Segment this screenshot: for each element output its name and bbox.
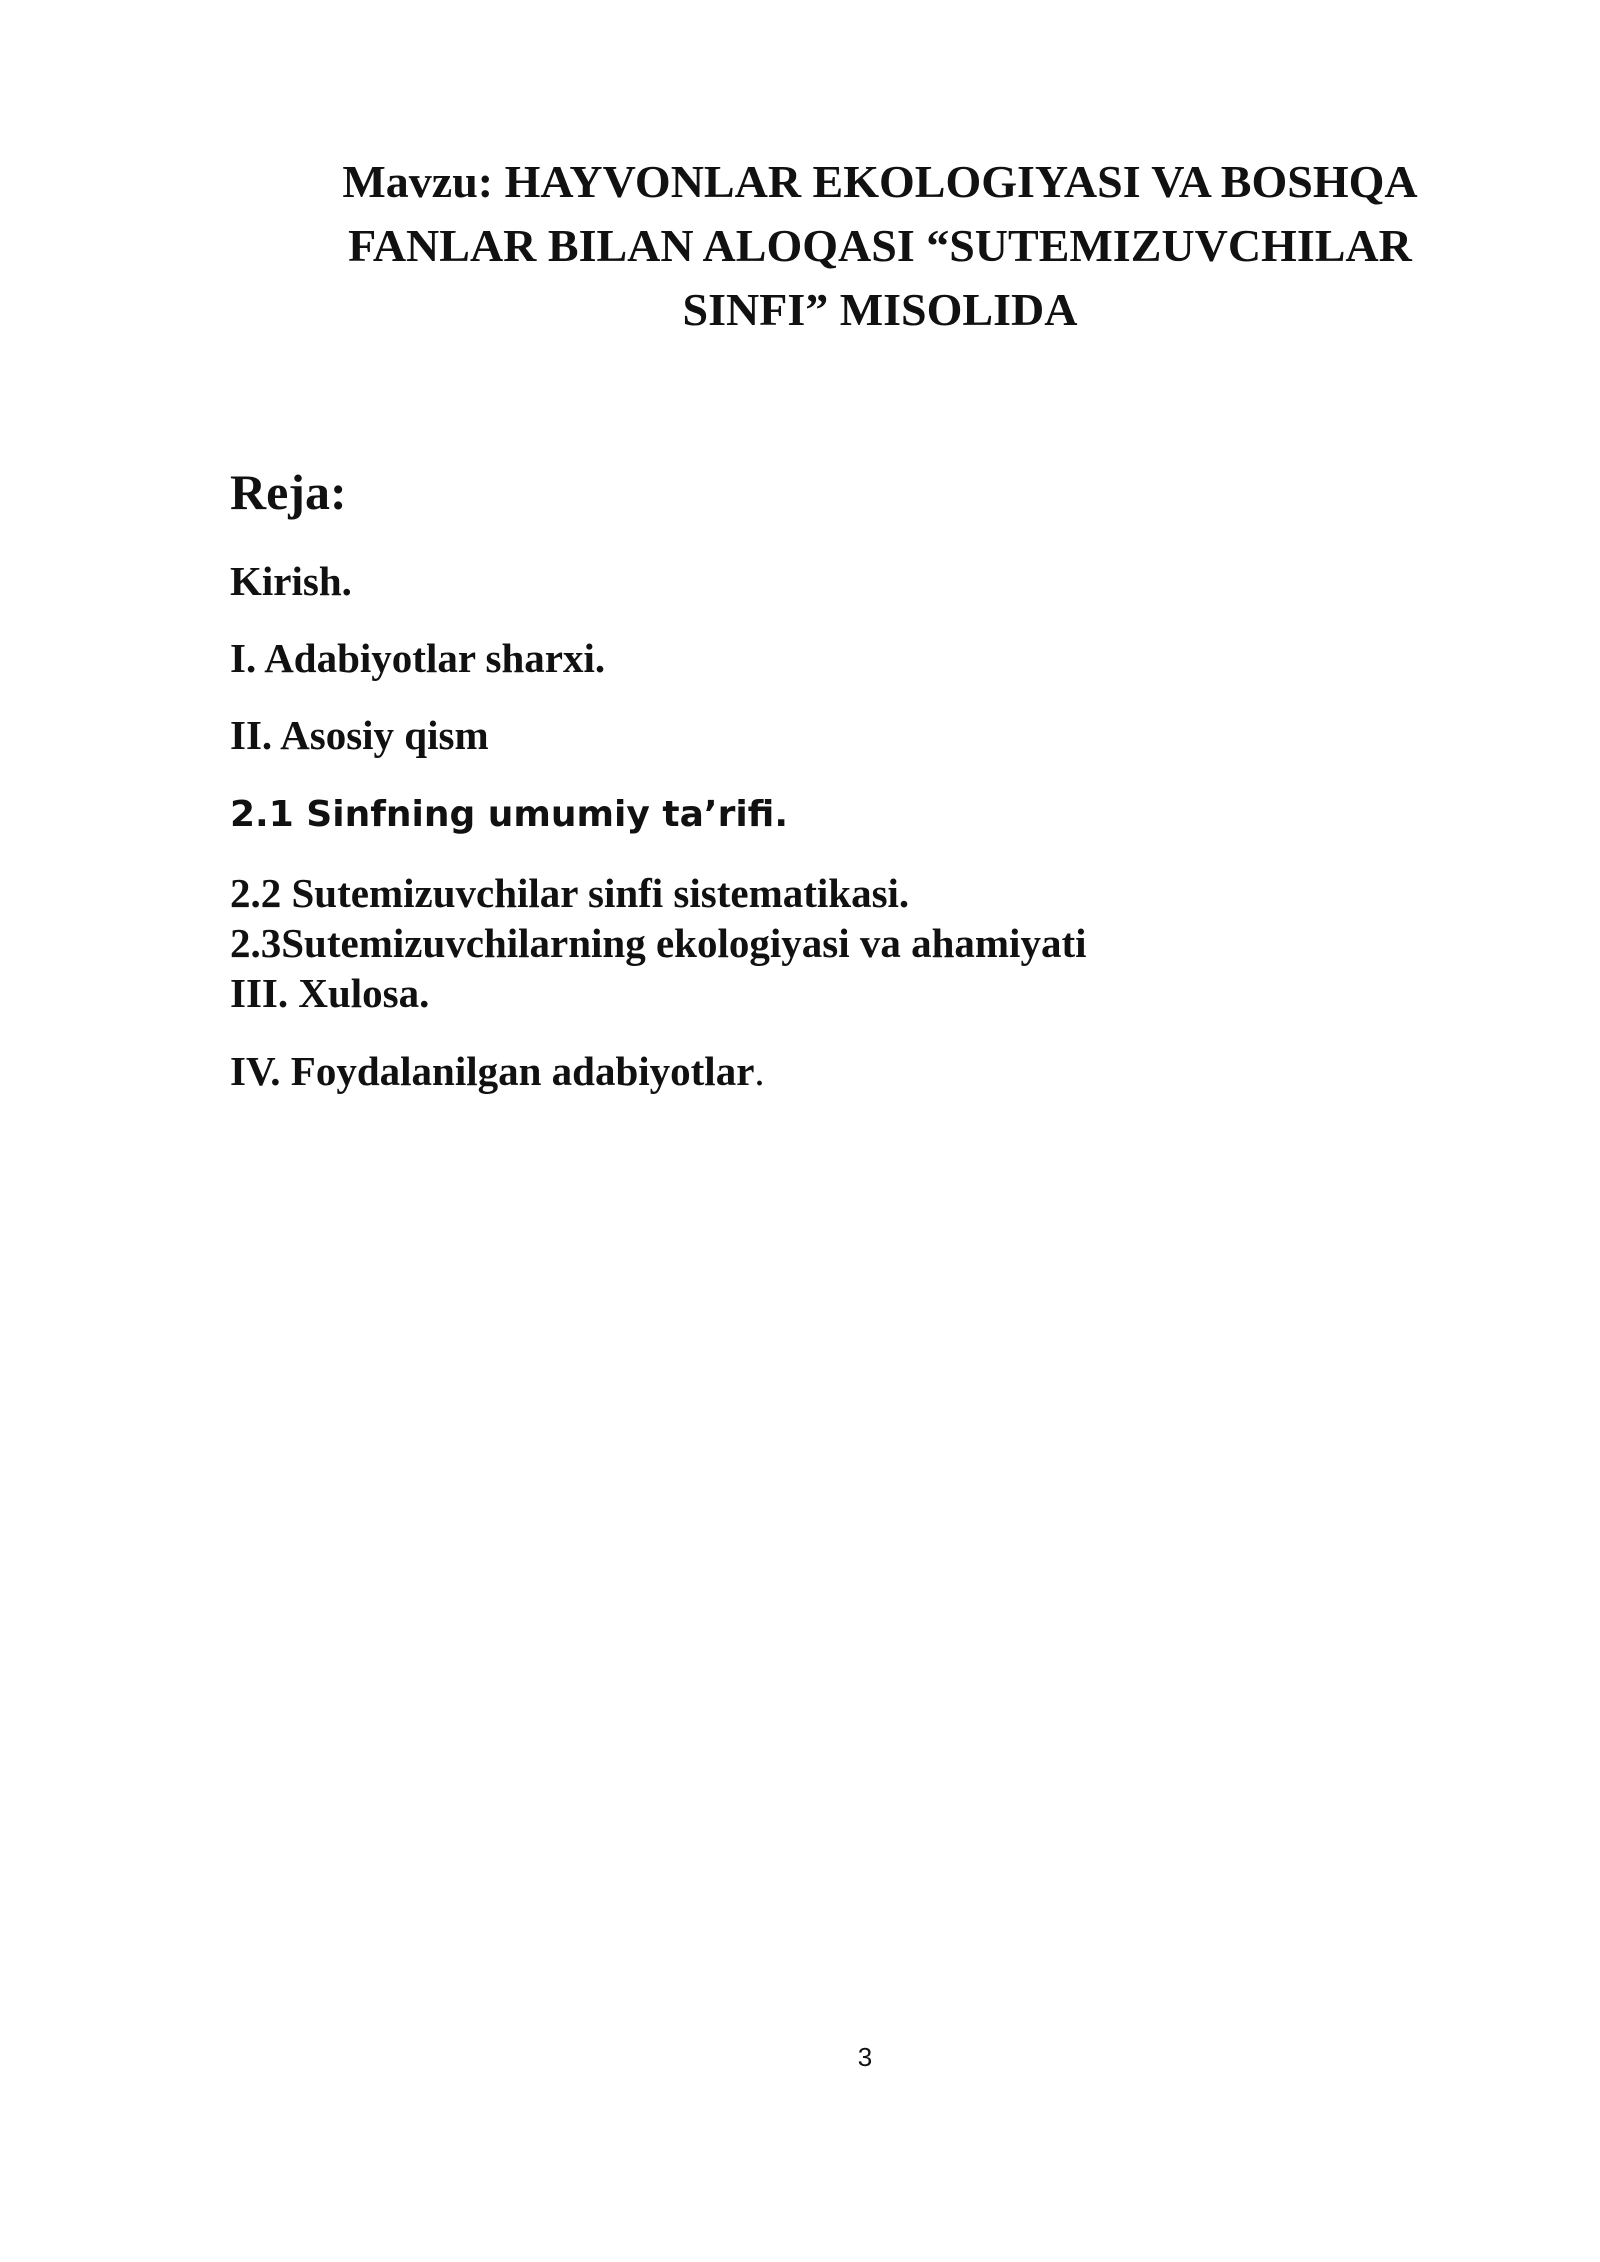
plan-item-conclusion: III. Xulosa. [230, 970, 430, 1016]
plan-heading: Reja: [230, 464, 347, 520]
plan-item-main-part: II. Asosiy qism [230, 712, 489, 758]
document-title [290, 150, 1470, 342]
plan-item-introduction: Kirish. [230, 558, 352, 604]
title-line: Mavzu: HAYVONLAR EKOLOGIYASI VA BOSHQA [342, 156, 1418, 207]
page-number: 3 [857, 2042, 873, 2072]
title-line: SINFI” MISOLIDA [682, 284, 1078, 335]
title-line: FANLAR BILAN ALOQASI “SUTEMIZUVCHILAR [348, 220, 1412, 271]
plan-item-references-period: . [754, 1048, 765, 1094]
plan-item-2-2: 2.2 Sutemizuvchilar sinfi sistematikasi. [230, 870, 910, 916]
plan-item-literature-review: I. Adabiyotlar sharxi. [230, 635, 606, 681]
plan-item-references [230, 1046, 765, 1096]
plan-item-references-label: IV. Foydalanilgan adabiyotlar [230, 1048, 755, 1094]
plan-item-2-3: 2.3Sutemizuvchilarning ekologiyasi va ahamiyati [230, 920, 1087, 966]
plan-item-2-1: 2.1 Sinfning umumiy ta’rifi. [230, 794, 789, 835]
